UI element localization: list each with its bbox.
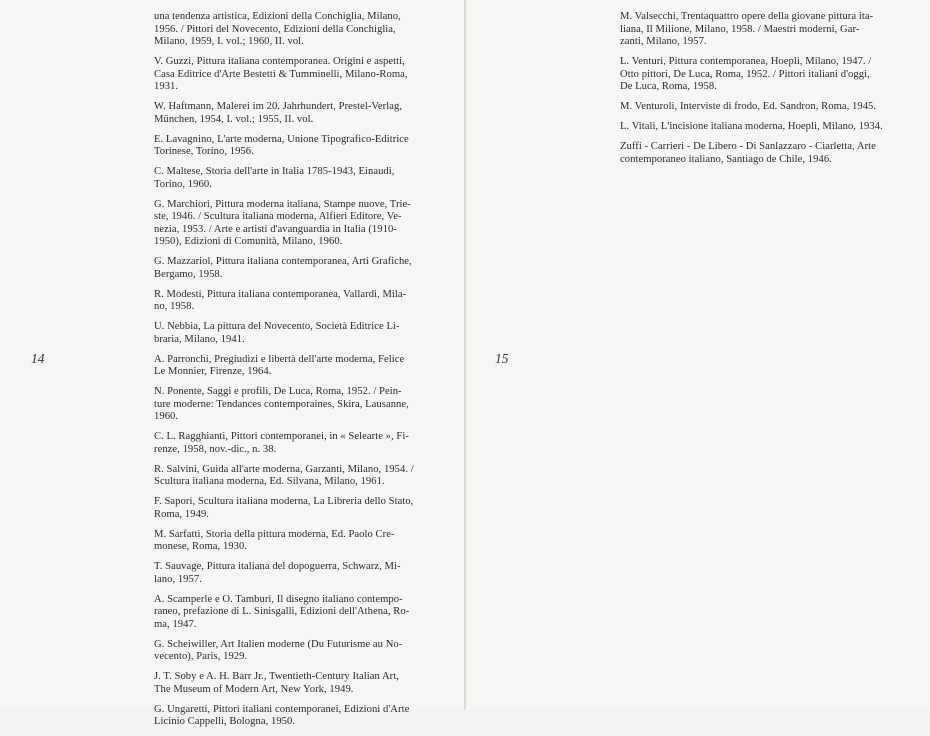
entry-line: T. Sauvage, Pittura italiana del dopoguerra, Schwarz, Mi- xyxy=(154,561,401,572)
entry-line: una tendenza artistica, Edizioni della Conchiglia, Milano, xyxy=(154,11,401,22)
entry-line: G. Mazzariol, Pittura italiana contemporanea, Arti Grafiche, xyxy=(154,256,412,267)
entry-line: C. Maltese, Storia dell'arte in Italia 1785-1943, Einaudi, xyxy=(154,166,395,177)
entry-line: liana, Il Milione, Milano, 1958. / Maestri moderni, Gar- xyxy=(620,23,860,35)
entry-line: no, 1958. xyxy=(154,301,195,312)
bibliography-entry xyxy=(154,594,450,632)
bibliography-entry xyxy=(154,354,450,379)
entry-line: München, 1954, I. vol.; 1955, II. vol. xyxy=(154,113,314,125)
entry-line: lano, 1957. xyxy=(154,573,202,585)
bibliography-entry xyxy=(620,121,906,134)
entry-line: E. Lavagnino, L'arte moderna, Unione Tipografico-Editrice xyxy=(154,133,409,145)
entry-line: L. Venturi, Pittura contemporanea, Hoepli, Milano, 1947. / xyxy=(620,56,872,67)
entry-line: Otto pittori, De Luca, Roma, 1952. / Pittori italiani d'oggi, xyxy=(620,68,870,80)
entry-line: Casa Editrice d'Arte Bestetti & Tumminelli, Milano-Roma, xyxy=(154,68,408,80)
entry-line: N. Ponente, Saggi e profili, De Luca, Roma, 1952. / Pein- xyxy=(154,386,402,397)
entry-line: A. Scamperle e O. Tamburi, Il disegno italiano contempo- xyxy=(154,593,403,605)
entry-line: M. Sarfatti, Storia della pittura moderna, Ed. Paolo Cre- xyxy=(154,528,395,540)
bibliography-entry xyxy=(620,101,906,114)
entry-line: G. Marchiori, Pittura moderna italiana, Stampe nuove, Trie- xyxy=(154,198,411,210)
entry-line: ma, 1947. xyxy=(154,618,197,630)
entry-line: raneo, prefazione di L. Sinisgalli, Edizioni dell'Athena, Ro- xyxy=(154,606,410,617)
entry-line: V. Guzzi, Pittura italiana contemporanea. Origini e aspetti, xyxy=(154,56,405,67)
bibliography-entry xyxy=(154,56,450,94)
entry-line: Scultura italiana moderna, Ed. Silvana, Milano, 1961. xyxy=(154,476,385,487)
entry-line: Torinese, Torino, 1956. xyxy=(154,146,254,157)
entry-line: J. T. Soby e A. H. Barr Jr., Twentieth-Century Italian Art, xyxy=(154,671,399,682)
entry-line: nezia, 1953. / Arte e artisti d'avanguardia in Italia (1910- xyxy=(154,223,397,235)
entry-line: Milano, 1959, I. vol.; 1960, II. vol. xyxy=(154,36,304,47)
entry-line: W. Haftmann, Malerei im 20. Jahrhundert, Prestel-Verlag, xyxy=(154,101,403,112)
bibliography-entry xyxy=(154,639,450,664)
entry-line: C. L. Ragghianti, Pittori contemporanei, in « Selearte », Fi- xyxy=(154,431,409,442)
bibliography-entry xyxy=(154,321,450,346)
bibliography-entry xyxy=(620,56,906,94)
entry-line: A. Parronchi, Pregiudizi e libertà dell'arte moderna, Felice xyxy=(154,353,405,365)
entry-line: De Luca, Roma, 1958. xyxy=(620,81,717,92)
bibliography-entry xyxy=(154,134,450,159)
entry-line: renze, 1958, nov.-dic., n. 38. xyxy=(154,443,277,455)
bibliography-entry xyxy=(154,101,450,126)
entry-line: monese, Roma, 1930. xyxy=(154,541,248,552)
bibliography-entry xyxy=(154,431,450,456)
entry-line: 1950), Edizioni di Comunità, Milano, 1960. xyxy=(154,236,343,247)
entry-line: vecento), Paris, 1929. xyxy=(154,651,248,662)
entry-line: M. Valsecchi, Trentaquattro opere della giovane pittura ita- xyxy=(620,11,874,22)
entry-line: ture moderne: Tendances contemporaines, Skira, Lausanne, xyxy=(154,398,409,410)
bibliography-entry xyxy=(154,496,450,521)
entry-line: 1956. / Pittori del Novecento, Edizioni della Conchiglia, xyxy=(154,23,396,35)
bibliography-entry xyxy=(154,199,450,249)
bibliography-entry xyxy=(154,386,450,424)
right-page xyxy=(466,0,930,710)
entry-line: ste, 1946. / Scultura italiana moderna, Alfieri Editore, Ve- xyxy=(154,211,402,222)
bibliography-entry xyxy=(154,704,450,729)
bibliography-entry xyxy=(154,256,450,281)
entry-line: M. Venturoli, Interviste di frodo, Ed. Sandron, Roma, 1945. xyxy=(620,101,877,112)
bibliography-column xyxy=(154,11,450,736)
page-number: 15 xyxy=(495,351,509,366)
entry-line: Le Monnier, Firenze, 1964. xyxy=(154,366,272,377)
entry-line: G. Scheiwiller, Art Italien moderne (Du Futurisme au No- xyxy=(154,638,403,650)
entry-line: U. Nebbia, La pittura del Novecento, Società Editrice Li- xyxy=(154,321,400,332)
entry-line: 1960. xyxy=(154,411,179,422)
entry-line: R. Modesti, Pittura italiana contemporanea, Vallardi, Mila- xyxy=(154,288,407,300)
entry-line: braria, Milano, 1941. xyxy=(154,333,245,345)
entry-line: Roma, 1949. xyxy=(154,508,209,520)
bibliography-column xyxy=(620,11,906,174)
entry-line: G. Ungaretti, Pittori italiani contemporanei, Edizioni d'Arte xyxy=(154,703,410,715)
entry-line: 1931. xyxy=(154,81,179,92)
page-number: 14 xyxy=(31,351,45,366)
entry-line: Torino, 1960. xyxy=(154,178,212,190)
entry-line: F. Sapori, Scultura italiana moderna, La Libreria dello Stato, xyxy=(154,496,414,507)
bibliography-entry xyxy=(154,464,450,489)
bibliography-entry xyxy=(154,166,450,191)
bibliography-entry xyxy=(154,11,450,49)
entry-line: The Museum of Modern Art, New York, 1949. xyxy=(154,683,354,695)
bibliography-entry xyxy=(154,671,450,696)
entry-line: Zuffi - Carrieri - De Libero - Di Sanlazzaro - Ciarletta, Arte xyxy=(620,141,876,152)
entry-line: Licinio Cappelli, Bologna, 1950. xyxy=(154,716,296,727)
bibliography-entry xyxy=(154,529,450,554)
entry-line: L. Vitali, L'incisione italiana moderna, Hoepli, Milano, 1934. xyxy=(620,121,883,132)
bibliography-entry xyxy=(154,289,450,314)
bibliography-entry xyxy=(154,561,450,586)
entry-line: R. Salvini, Guida all'arte moderna, Garzanti, Milano, 1954. / xyxy=(154,463,414,475)
left-page xyxy=(0,0,464,727)
entry-line: Bergamo, 1958. xyxy=(154,268,223,280)
bibliography-entry xyxy=(620,11,906,49)
entry-line: zanti, Milano, 1957. xyxy=(620,36,707,47)
bibliography-entry xyxy=(620,141,906,166)
entry-line: contemporaneo italiano, Santiago de Chile, 1946. xyxy=(620,153,832,165)
